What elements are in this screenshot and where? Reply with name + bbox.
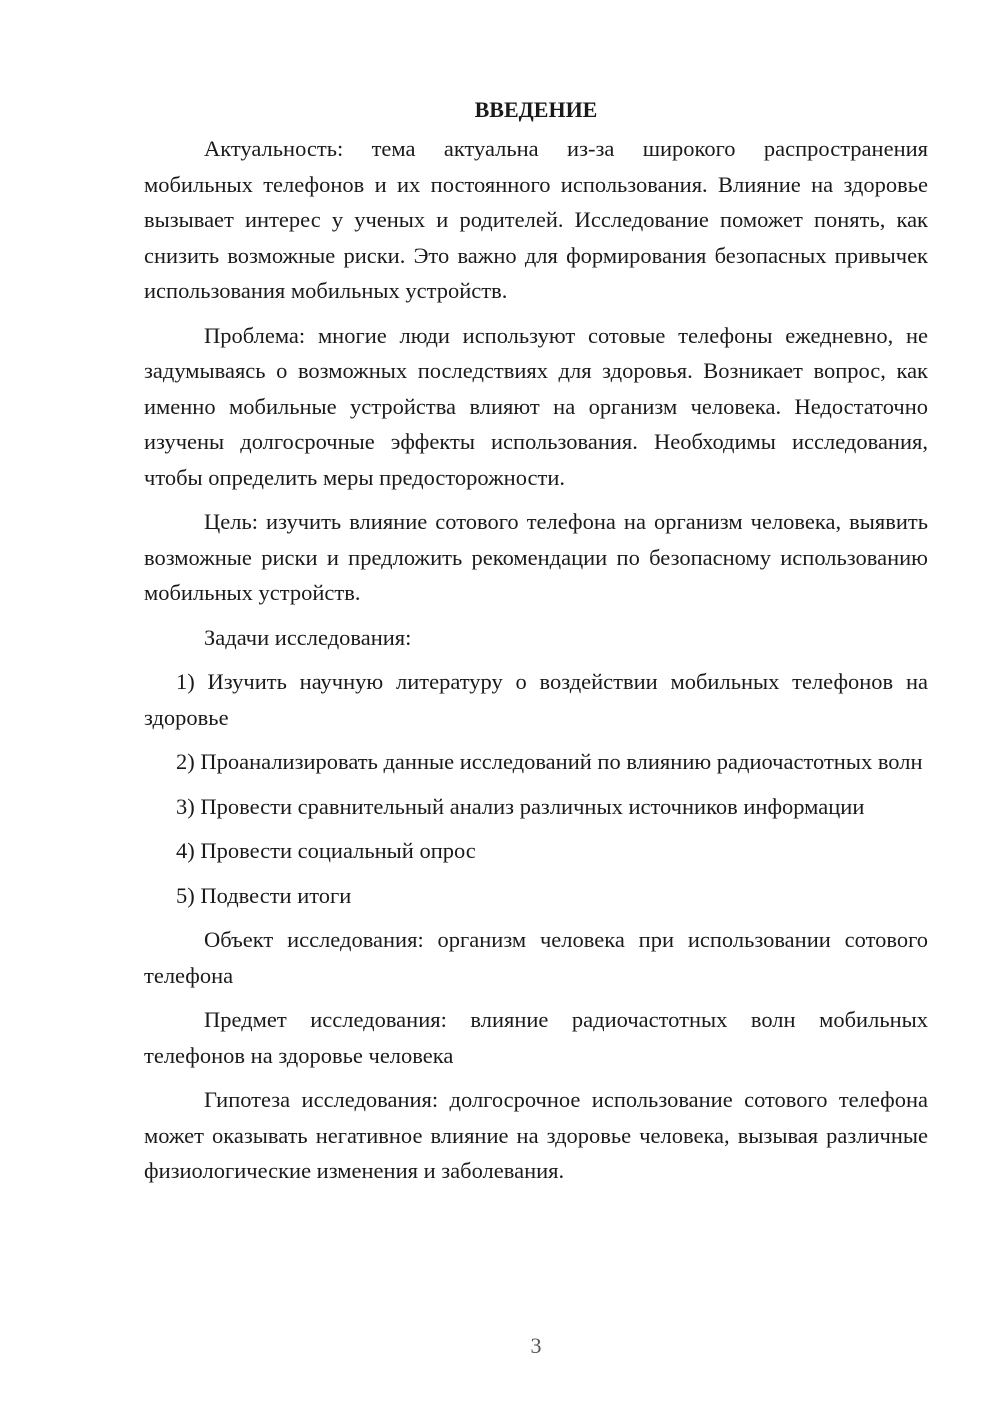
section-title: ВВЕДЕНИЕ — [474, 97, 598, 122]
paragraph-hypothesis: Гипотеза исследования: долгосрочное использование сотового телефона может оказывать негативное влияние на здоровье человека, вызывая различные физиологические изменения и заболевания. — [144, 1087, 928, 1183]
paragraph-tasks-heading: Задачи исследования: — [204, 624, 412, 650]
page-number: 3 — [530, 1333, 542, 1358]
paragraph-subject: Предмет исследования: влияние радиочастотных волн мобильных телефонов на здоровье человека — [144, 1007, 928, 1068]
task-item-5: 5) Подвести итоги — [176, 882, 352, 908]
task-item-4: 4) Провести социальный опрос — [176, 838, 476, 863]
paragraph-relevance: Актуальность: тема актуальна из-за широкого распространения мобильных телефонов и их постоянного использования. Влияние на здоровье вызывает интерес у ученых и родителей. Исследование поможет понять, как снизить возможные риски. Это важно для формирования безопасных привычек использования мобильных устройств. — [144, 136, 928, 303]
task-item-3: 3) Провести сравнительный анализ различных источников информации — [176, 793, 865, 819]
page-content — [144, 92, 928, 1198]
paragraph-object: Объект исследования: организм человека при использовании сотового телефона — [144, 927, 928, 988]
task-item-2: 2) Проанализировать данные исследований по влиянию радиочастотных волн — [176, 749, 923, 774]
task-item-1: 1) Изучить научную литературу о воздействии мобильных телефонов на здоровье — [144, 669, 928, 730]
paragraph-problem: Проблема: многие люди используют сотовые телефоны ежедневно, не задумываясь о возможных последствиях для здоровья. Возникает вопрос, как именно мобильные устройства влияют на организм человека. Недостаточно изучены долгосрочные эффекты использования. Необходимы исследования, чтобы определить меры предосторожности. — [144, 322, 928, 490]
paragraph-goal: Цель: изучить влияние сотового телефона на организм человека, выявить возможные риски и предложить рекомендации по безопасному использованию мобильных устройств. — [144, 509, 928, 605]
